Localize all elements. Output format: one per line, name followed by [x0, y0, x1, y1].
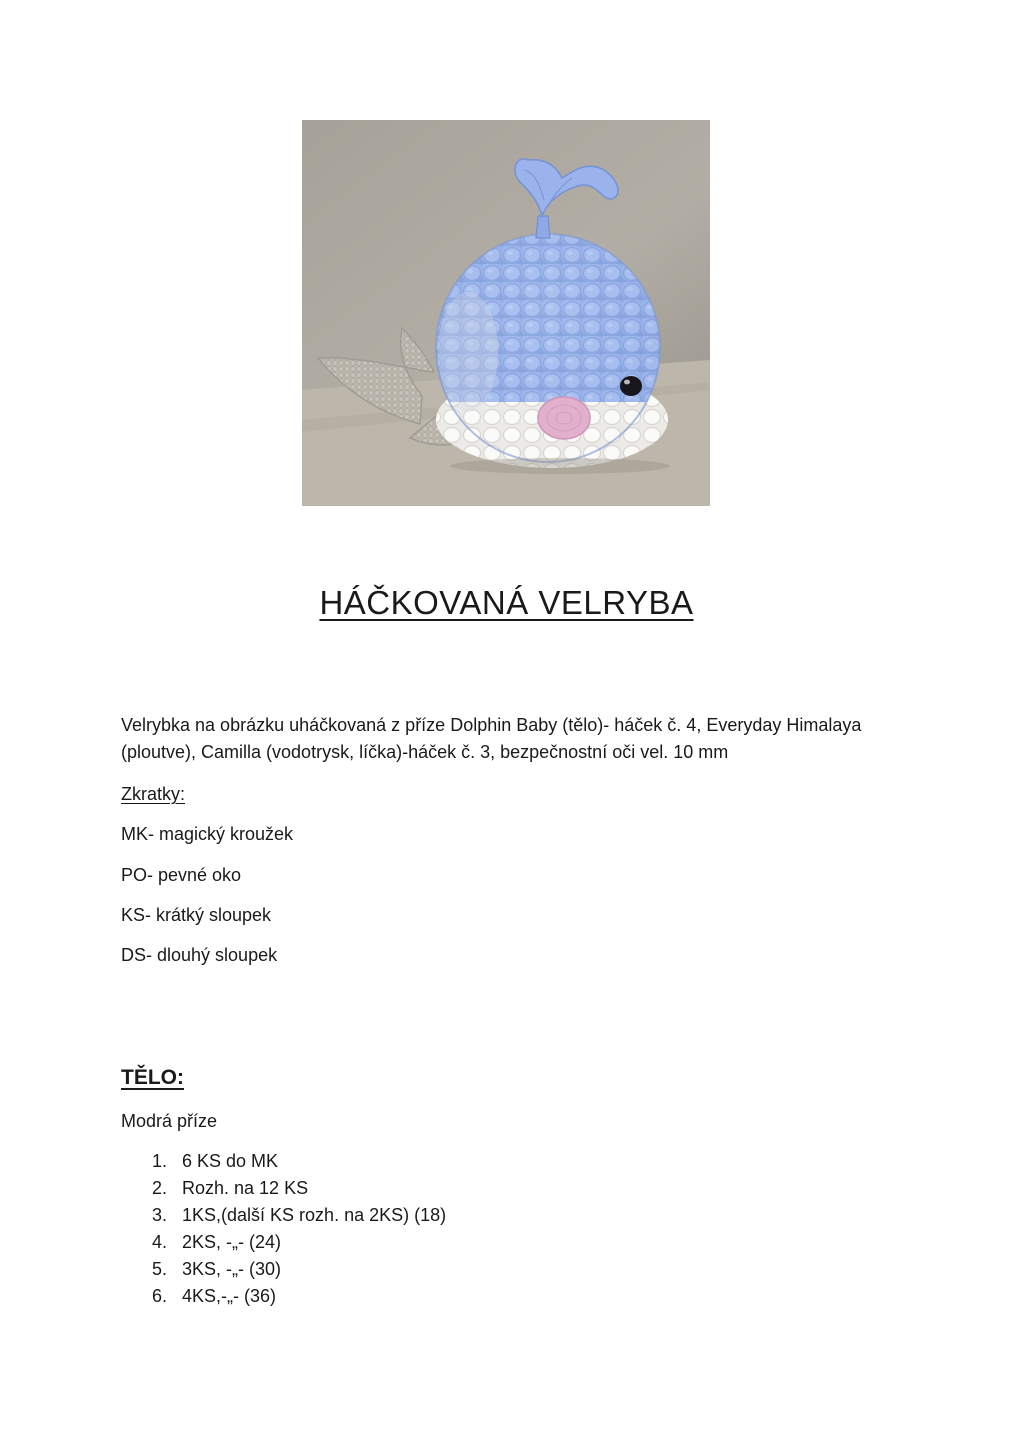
section-heading-body: TĚLO: — [121, 1066, 184, 1089]
step-number: 6. — [151, 1286, 167, 1306]
whale-illustration — [302, 120, 710, 506]
yarn-note: Modrá příze — [121, 1111, 218, 1131]
abbreviation-item: PO- pevné oko — [121, 865, 242, 885]
step-item — [121, 1229, 446, 1256]
step-number: 5. — [151, 1259, 167, 1279]
step-item — [121, 1202, 446, 1229]
step-item — [121, 1148, 446, 1175]
whale-eye — [620, 376, 642, 396]
abbreviation-item: DS- dlouhý sloupek — [121, 945, 278, 965]
step-item — [121, 1283, 446, 1310]
abbreviations-heading: Zkratky: — [121, 784, 186, 804]
step-item — [121, 1256, 446, 1283]
step-number: 1. — [151, 1151, 167, 1171]
intro-paragraph: Velrybka na obrázku uháčkovaná z příze Dolphin Baby (tělo)- háček č. 4, Everyday Himalaya (ploutve), Camilla (vodotrysk, líčka)-háček č. 3, bezpečnostní oči vel. 10 mm — [121, 715, 862, 762]
step-item — [121, 1175, 446, 1202]
step-text: 4KS,-„- (36) — [182, 1286, 277, 1306]
step-number: 2. — [151, 1178, 167, 1198]
abbreviation-item: KS- krátký sloupek — [121, 905, 272, 925]
step-number: 3. — [151, 1205, 167, 1225]
step-text: 3KS, -„- (30) — [182, 1259, 282, 1279]
step-text: Rozh. na 12 KS — [182, 1178, 309, 1198]
steps-list — [121, 1148, 446, 1310]
water-spout — [536, 216, 550, 238]
step-number: 4. — [151, 1232, 167, 1252]
step-text: 6 KS do MK — [182, 1151, 279, 1171]
document-title: HÁČKOVANÁ VELRYBA — [319, 584, 694, 621]
step-text: 1KS,(další KS rozh. na 2KS) (18) — [182, 1205, 447, 1225]
abbreviation-item: MK- magický kroužek — [121, 824, 294, 844]
whale-cheek — [538, 397, 590, 439]
step-text: 2KS, -„- (24) — [182, 1232, 282, 1252]
whale-photo — [302, 120, 710, 506]
